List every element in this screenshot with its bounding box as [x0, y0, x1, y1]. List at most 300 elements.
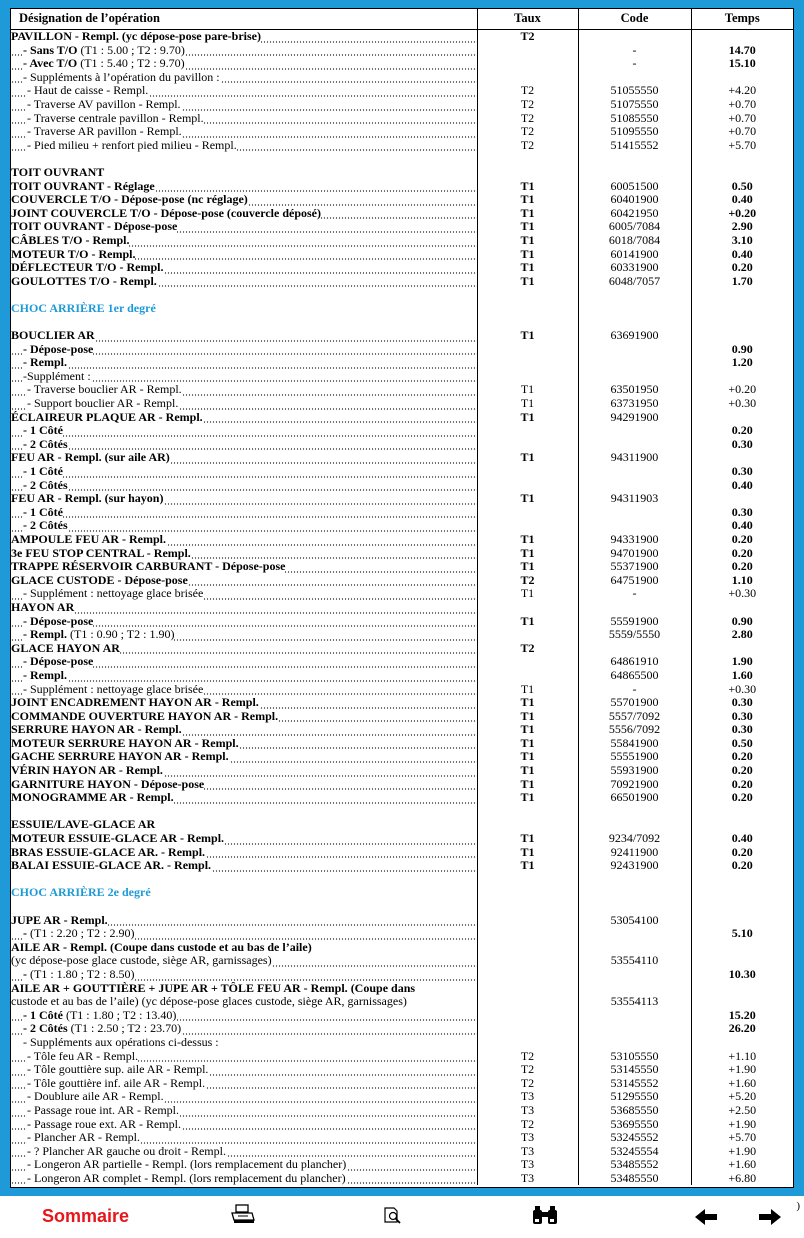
code-cell [578, 805, 691, 819]
designation-text: - Plancher AR - Rempl. [27, 1131, 140, 1145]
temps-cell: +0.20 [691, 207, 793, 221]
code-cell [578, 152, 691, 166]
table-row [11, 628, 793, 642]
table-row [11, 900, 793, 914]
table-row [11, 193, 793, 207]
designation-cell [11, 465, 477, 479]
temps-cell: 0.30 [691, 710, 793, 724]
designation-text: (T1 : 5.40 ; T2 : 9.70) [77, 57, 185, 71]
temps-cell [691, 941, 793, 955]
taux-cell [477, 1009, 578, 1023]
code-cell [578, 166, 691, 180]
designation-text: - Traverse centrale pavillon - Rempl. [27, 111, 204, 125]
designation-text: - 1 Côté [23, 424, 63, 438]
designation-cell [11, 302, 477, 316]
taux-cell: T1 [477, 193, 578, 207]
designation-cell [11, 778, 477, 792]
taux-cell: T1 [477, 411, 578, 425]
table-row [11, 533, 793, 547]
table-row [11, 805, 793, 819]
taux-cell: T3 [477, 1104, 578, 1118]
temps-cell: 0.50 [691, 737, 793, 751]
table-row [11, 778, 793, 792]
code-cell [578, 315, 691, 329]
temps-cell: +0.20 [691, 383, 793, 397]
designation-cell [11, 207, 477, 221]
code-cell [578, 601, 691, 615]
designation-cell [11, 506, 477, 520]
print-icon[interactable] [230, 1204, 256, 1231]
designation-cell [11, 1145, 477, 1159]
designation-text: - Supplément : nettoyage glace brisée [23, 682, 204, 696]
designation-text: - Longeron AR complet - Rempl. (lors remplacement du plancher) [27, 1171, 346, 1185]
taux-cell: T1 [477, 275, 578, 289]
code-cell: 6018/7084 [578, 234, 691, 248]
designation-cell [11, 710, 477, 724]
table-row [11, 98, 793, 112]
taux-cell: T1 [477, 778, 578, 792]
taux-cell [477, 982, 578, 996]
table-row [11, 1104, 793, 1118]
table-row [11, 139, 793, 153]
designation-cell [11, 248, 477, 262]
taux-cell [477, 1036, 578, 1050]
designation-text: (couvercle déposé) [223, 206, 322, 220]
table-row [11, 1009, 793, 1023]
temps-cell: +0.30 [691, 683, 793, 697]
temps-cell: +1.90 [691, 1118, 793, 1132]
temps-cell: 0.20 [691, 859, 793, 873]
designation-cell [11, 166, 477, 180]
code-cell: 55591900 [578, 615, 691, 629]
taux-cell [477, 941, 578, 955]
taux-cell: T3 [477, 1158, 578, 1172]
temps-cell: 0.30 [691, 723, 793, 737]
temps-cell [691, 166, 793, 180]
code-cell [578, 30, 691, 44]
code-cell [578, 424, 691, 438]
temps-cell: +0.30 [691, 397, 793, 411]
temps-cell [691, 601, 793, 615]
temps-cell: 0.30 [691, 506, 793, 520]
table-row [11, 846, 793, 860]
designation-text: - ? Plancher AR gauche ou droit - Rempl. [27, 1144, 226, 1158]
designation-text: - 1 Côté [23, 1008, 63, 1022]
designation-text: (sur aile AR) [101, 451, 170, 465]
table-row [11, 438, 793, 452]
table-row [11, 411, 793, 425]
temps-cell: 0.20 [691, 846, 793, 860]
operations-table [11, 9, 793, 1185]
taux-cell: T1 [477, 764, 578, 778]
table-row [11, 683, 793, 697]
taux-cell: T2 [477, 1118, 578, 1132]
temps-cell: +1.10 [691, 1050, 793, 1064]
temps-cell: +1.60 [691, 1158, 793, 1172]
designation-cell [11, 193, 477, 207]
designation-text: DÉFLECTEUR T/O - Rempl. [11, 261, 164, 275]
page-marker: ) [796, 1200, 800, 1212]
operations-sheet [10, 8, 794, 1188]
temps-cell: 26.20 [691, 1022, 793, 1036]
designation-cell [11, 152, 477, 166]
temps-cell: 1.90 [691, 655, 793, 669]
temps-cell: 0.40 [691, 193, 793, 207]
designation-cell [11, 886, 477, 900]
designation-cell [11, 1022, 477, 1036]
designation-text: - 1 Côté [23, 505, 63, 519]
code-cell: 94291900 [578, 411, 691, 425]
temps-cell: 0.20 [691, 791, 793, 805]
code-cell: 9234/7092 [578, 832, 691, 846]
table-row [11, 261, 793, 275]
taux-cell [477, 927, 578, 941]
code-cell: 63501950 [578, 383, 691, 397]
taux-cell [477, 288, 578, 302]
taux-cell: T2 [477, 84, 578, 98]
taux-cell: T3 [477, 1090, 578, 1104]
taux-cell: T1 [477, 533, 578, 547]
find-page-icon[interactable] [383, 1204, 405, 1231]
designation-cell [11, 180, 477, 194]
table-row [11, 397, 793, 411]
temps-cell [691, 642, 793, 656]
designation-cell [11, 424, 477, 438]
taux-cell [477, 914, 578, 928]
code-cell: 60331900 [578, 261, 691, 275]
code-cell: 53695550 [578, 1118, 691, 1132]
designation-text: MONOGRAMME AR - Rempl. [11, 791, 174, 805]
designation-text: TRAPPE RÉSERVOIR CARBURANT - Dépose-pose [11, 560, 286, 574]
designation-cell [11, 1090, 477, 1104]
table-row [11, 57, 793, 71]
code-cell: 55551900 [578, 750, 691, 764]
code-cell [578, 465, 691, 479]
code-cell [578, 900, 691, 914]
code-cell: 64861910 [578, 655, 691, 669]
designation-cell [11, 628, 477, 642]
designation-text: - Dépose-pose [23, 655, 94, 669]
taux-cell [477, 166, 578, 180]
code-cell: 64865500 [578, 669, 691, 683]
taux-cell: T1 [477, 615, 578, 629]
code-cell [578, 288, 691, 302]
table-header [11, 9, 793, 30]
table-row [11, 479, 793, 493]
designation-cell [11, 57, 477, 71]
designation-text: - Tôle feu AR - Rempl. [27, 1049, 139, 1063]
designation-cell [11, 220, 477, 234]
code-cell: 51415552 [578, 139, 691, 153]
designation-cell [11, 968, 477, 982]
designation-text: GOULOTTES T/O - Rempl. [11, 274, 157, 288]
designation-text: - Suppléments à l’opération du pavillon : [23, 70, 220, 84]
designation-cell [11, 1050, 477, 1064]
designation-cell [11, 356, 477, 370]
code-cell: 51085550 [578, 112, 691, 126]
table-row [11, 642, 793, 656]
designation-text: AILE AR + GOUTTIÈRE + JUPE AR + TÔLE FEU AR - Rempl. [11, 981, 348, 995]
designation-text: TOIT OUVRANT - Dépose-pose [11, 220, 178, 234]
table-row [11, 424, 793, 438]
table-row [11, 615, 793, 629]
code-cell: 5557/7092 [578, 710, 691, 724]
table-row [11, 655, 793, 669]
designation-text: - Haut de caisse - Rempl. [27, 84, 149, 98]
code-cell: 51095550 [578, 125, 691, 139]
temps-cell [691, 914, 793, 928]
temps-cell: 15.20 [691, 1009, 793, 1023]
designation-text: (T1 : 1.80 ; T2 : 8.50) [30, 967, 135, 981]
designation-cell [11, 642, 477, 656]
designation-cell [11, 234, 477, 248]
designation-cell [11, 492, 477, 506]
temps-cell [691, 370, 793, 384]
table-row [11, 343, 793, 357]
table-row [11, 44, 793, 58]
temps-cell: 15.10 [691, 57, 793, 71]
designation-cell [11, 900, 477, 914]
designation-cell [11, 329, 477, 343]
table-row [11, 1063, 793, 1077]
designation-text: - Longeron AR partielle - Rempl. (lors remplacement du plancher) [27, 1158, 347, 1172]
temps-cell: +5.70 [691, 139, 793, 153]
table-row [11, 818, 793, 832]
designation-text: GACHE SERRURE HAYON AR - Rempl. [11, 750, 229, 764]
taux-cell: T1 [477, 180, 578, 194]
designation-text: CHOC ARRIÈRE 2e degré [11, 886, 151, 900]
designation-text: - 2 Côtés [23, 1022, 68, 1036]
code-cell: 53105550 [578, 1050, 691, 1064]
designation-cell [11, 315, 477, 329]
table-row [11, 669, 793, 683]
designation-text: SERRURE HAYON AR - Rempl. [11, 723, 182, 737]
code-cell [578, 1022, 691, 1036]
taux-cell: T2 [477, 574, 578, 588]
designation-text: TOIT OUVRANT - Réglage [11, 179, 155, 193]
designation-text: (T1 : 0.90 ; T2 : 1.90) [67, 628, 175, 642]
taux-cell [477, 818, 578, 832]
section-heading-row [11, 302, 793, 316]
designation-text: FEU AR - Rempl. [11, 492, 102, 506]
taux-cell: T1 [477, 220, 578, 234]
table-row [11, 710, 793, 724]
taux-cell [477, 628, 578, 642]
designation-text: - Tôle gouttière inf. aile AR - Rempl. [27, 1076, 206, 1090]
table-row [11, 560, 793, 574]
taux-cell: T2 [477, 1063, 578, 1077]
table-row [11, 1022, 793, 1036]
designation-text: GARNITURE HAYON - Dépose-pose [11, 777, 205, 791]
designation-text: - Traverse AR pavillon - Rempl. [27, 125, 182, 139]
designation-text: - 2 Côtés [23, 437, 68, 451]
temps-cell [691, 288, 793, 302]
temps-cell: +1.90 [691, 1063, 793, 1077]
designation-cell [11, 832, 477, 846]
taux-cell: T2 [477, 112, 578, 126]
designation-cell [11, 98, 477, 112]
designation-text: BALAI ESSUIE-GLACE AR. - Rempl. [11, 859, 212, 873]
table-row [11, 1158, 793, 1172]
temps-cell: 0.50 [691, 180, 793, 194]
code-cell [578, 370, 691, 384]
designation-cell [11, 1036, 477, 1050]
designation-cell [11, 1077, 477, 1091]
designation-cell [11, 533, 477, 547]
designation-cell [11, 288, 477, 302]
designation-text: 3e FEU STOP CENTRAL - Rempl. [11, 546, 191, 560]
taux-cell [477, 601, 578, 615]
table-row [11, 166, 793, 180]
designation-cell [11, 615, 477, 629]
taux-cell [477, 315, 578, 329]
temps-cell [691, 329, 793, 343]
binoculars-icon[interactable] [530, 1204, 560, 1231]
taux-cell: T1 [477, 832, 578, 846]
taux-cell [477, 370, 578, 384]
taux-cell: T1 [477, 261, 578, 275]
table-row [11, 968, 793, 982]
table-row [11, 601, 793, 615]
temps-cell [691, 71, 793, 85]
temps-cell: 0.20 [691, 750, 793, 764]
designation-text: MOTEUR ESSUIE-GLACE AR - Rempl. [11, 832, 225, 846]
taux-cell: T1 [477, 696, 578, 710]
table-row [11, 1131, 793, 1145]
code-cell: 60421950 [578, 207, 691, 221]
code-cell [578, 818, 691, 832]
table-row [11, 125, 793, 139]
taux-cell: T1 [477, 560, 578, 574]
temps-cell: +1.60 [691, 1077, 793, 1091]
code-cell [578, 982, 691, 996]
table-row [11, 315, 793, 329]
designation-text: - [23, 927, 30, 941]
designation-cell [11, 1172, 477, 1186]
code-cell: 53485550 [578, 1172, 691, 1186]
taux-cell: T2 [477, 30, 578, 44]
designation-cell [11, 587, 477, 601]
designation-cell [11, 479, 477, 493]
designation-text: COMMANDE OUVERTURE HAYON AR - Rempl. [11, 709, 279, 723]
taux-cell: T1 [477, 397, 578, 411]
designation-cell [11, 125, 477, 139]
designation-cell [11, 655, 477, 669]
code-cell: - [578, 44, 691, 58]
taux-cell [477, 57, 578, 71]
table-row [11, 180, 793, 194]
designation-text: - Passage roue ext. AR - Rempl. [27, 1117, 181, 1131]
designation-cell [11, 805, 477, 819]
code-cell: 94311900 [578, 451, 691, 465]
designation-cell [11, 737, 477, 751]
designation-text: TOIT OUVRANT [11, 165, 105, 179]
taux-cell [477, 669, 578, 683]
designation-cell [11, 438, 477, 452]
designation-cell [11, 574, 477, 588]
arrow-left-icon[interactable] [694, 1208, 718, 1231]
taux-cell: T1 [477, 248, 578, 262]
taux-cell [477, 954, 578, 968]
table-row [11, 859, 793, 873]
designation-text: PAVILLON - Rempl. [11, 29, 119, 43]
table-row [11, 587, 793, 601]
taux-cell [477, 302, 578, 316]
designation-text: GLACE HAYON AR [11, 641, 120, 655]
taux-cell [477, 424, 578, 438]
code-cell: 51295550 [578, 1090, 691, 1104]
code-cell [578, 343, 691, 357]
table-row [11, 1050, 793, 1064]
code-cell [578, 873, 691, 887]
table-row [11, 234, 793, 248]
temps-cell: 0.20 [691, 778, 793, 792]
table-row [11, 1145, 793, 1159]
taux-cell: T1 [477, 234, 578, 248]
temps-cell: 0.90 [691, 343, 793, 357]
code-cell: 53245554 [578, 1145, 691, 1159]
table-row [11, 152, 793, 166]
temps-cell: 0.30 [691, 696, 793, 710]
designation-text: - Rempl. [23, 356, 67, 370]
designation-text: AILE AR - Rempl. [11, 940, 108, 954]
table-row [11, 275, 793, 289]
designation-text: - 1 Côté [23, 465, 63, 478]
table-row [11, 370, 793, 384]
designation-text: AMPOULE FEU AR - Rempl. [11, 532, 166, 546]
code-cell [578, 968, 691, 982]
table-row [11, 750, 793, 764]
code-cell: 53685550 [578, 1104, 691, 1118]
table-row [11, 451, 793, 465]
temps-cell: +0.70 [691, 98, 793, 112]
table-row [11, 1172, 793, 1186]
sommaire-link[interactable]: Sommaire [42, 1206, 130, 1226]
designation-cell [11, 1063, 477, 1077]
header-designation: Désignation de l’opération [11, 9, 477, 30]
temps-cell: +0.70 [691, 125, 793, 139]
temps-cell: +4.20 [691, 84, 793, 98]
designation-text: VÉRIN HAYON AR - Rempl. [11, 764, 163, 778]
designation-cell [11, 370, 477, 384]
designation-text: - [23, 967, 30, 981]
table-row [11, 112, 793, 126]
code-cell: 53554113 [578, 995, 691, 1009]
bottom-navigation [0, 1196, 804, 1238]
table-row [11, 723, 793, 737]
code-cell: 53145552 [578, 1077, 691, 1091]
designation-cell [11, 941, 477, 955]
designation-text: - 2 Côtés [23, 478, 68, 492]
temps-cell [691, 873, 793, 887]
code-cell [578, 356, 691, 370]
taux-cell: T1 [477, 492, 578, 506]
designation-text: MOTEUR T/O - Rempl. [11, 247, 136, 261]
taux-cell [477, 655, 578, 669]
table-row [11, 832, 793, 846]
code-cell: 92431900 [578, 859, 691, 873]
code-cell: 94331900 [578, 533, 691, 547]
header-code: Code [578, 9, 691, 30]
designation-text: GLACE CUSTODE - Dépose-pose [11, 573, 188, 587]
temps-cell [691, 451, 793, 465]
designation-text: JOINT ENCADREMENT HAYON AR - Rempl. [11, 696, 259, 710]
arrow-right-icon[interactable] [758, 1208, 782, 1231]
code-cell: 53145550 [578, 1063, 691, 1077]
taux-cell: T2 [477, 642, 578, 656]
taux-cell [477, 71, 578, 85]
code-cell: 92411900 [578, 846, 691, 860]
